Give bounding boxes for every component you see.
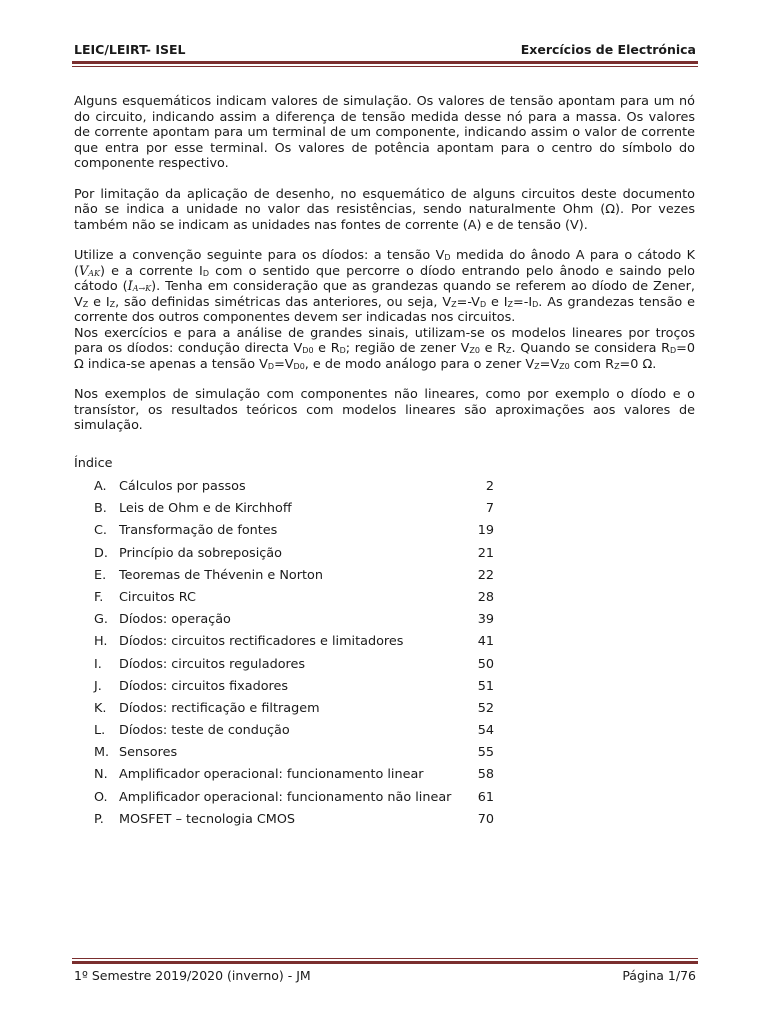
footer-semester: 1º Semestre 2019/2020 (inverno) - JM	[74, 968, 311, 983]
toc-entry-letter: K.	[94, 700, 107, 716]
toc-entry-letter: L.	[94, 723, 106, 739]
paragraph-units: Por limitação da aplicação de desenho, no esquemático de alguns circuitos deste documento não se indica a unidade no valor das resistências, sendo naturalmente Ohm (Ω). Por vezes também não se indicam as unidades nas fontes de corrente (A) e de tensão (V).	[74, 186, 695, 233]
toc-entry[interactable]	[94, 568, 494, 590]
toc-entry-page: 7	[485, 501, 494, 517]
toc-entry-label: Díodos: rectificação e filtragem	[119, 700, 320, 716]
footer-rule-thick	[72, 961, 698, 964]
toc-entry[interactable]	[94, 634, 494, 656]
paragraph-simulation-nonlinear: Nos exemplos de simulação com componentes não lineares, como por exemplo o díodo e o transístor, os resultados teóricos com modelos lineares são aproximações aos valores de simulação.	[74, 387, 695, 433]
footer-rule-thin	[72, 958, 698, 959]
toc-entry[interactable]	[94, 679, 494, 701]
toc-entry-page: 21	[477, 545, 494, 561]
toc-entry[interactable]	[94, 479, 494, 501]
toc-entry-label: Díodos: circuitos rectificadores e limitadores	[119, 634, 404, 650]
toc-entry-page: 52	[477, 700, 494, 716]
toc-entry-label: Teoremas de Thévenin e Norton	[119, 567, 323, 583]
toc-entry[interactable]	[94, 723, 494, 745]
toc-entry-label: Díodos: operação	[119, 612, 231, 628]
toc-entry-page: 41	[477, 634, 494, 650]
toc-entry-label: Díodos: circuitos reguladores	[119, 656, 306, 672]
toc-entry-label: MOSFET – tecnologia CMOS	[119, 811, 296, 827]
toc-entry[interactable]	[94, 812, 494, 834]
toc-entry-letter: B.	[94, 501, 107, 517]
toc-entry-page: 19	[477, 523, 494, 539]
toc-entry-letter: I.	[94, 656, 102, 672]
toc-entry-page: 61	[477, 789, 494, 805]
header-rule-thin	[72, 66, 698, 67]
toc-entry[interactable]	[94, 612, 494, 634]
toc-entry-letter: C.	[94, 523, 108, 539]
toc-entry-page: 54	[477, 723, 494, 739]
toc-entry[interactable]	[94, 546, 494, 568]
symbol-vak: $V_{AK}$	[79, 263, 101, 279]
toc-entry-page: 2	[485, 479, 494, 494]
header-rule-thick	[72, 61, 698, 64]
index-title: Índice	[74, 456, 113, 471]
toc-entry-letter: J.	[94, 678, 102, 694]
intro-text	[74, 94, 695, 449]
toc-entry-page: 58	[477, 767, 494, 783]
toc-entry-label: Transformação de fontes	[119, 523, 278, 539]
toc-entry-page: 55	[477, 745, 494, 761]
toc-entry-page: 50	[477, 656, 494, 672]
toc-entry-letter: D.	[94, 545, 108, 561]
toc-entry[interactable]	[94, 745, 494, 767]
toc-entry-label: Cálculos por passos	[119, 479, 246, 494]
toc-entry-label: Circuitos RC	[119, 589, 196, 605]
toc-entry-page: 39	[477, 612, 494, 628]
toc-entry-label: Amplificador operacional: funcionamento linear	[119, 767, 424, 783]
toc-entry-page: 22	[477, 567, 494, 583]
toc-entry-letter: A.	[94, 479, 107, 494]
header-course: LEIC/LEIRT- ISEL	[74, 42, 186, 57]
toc-entry[interactable]	[94, 657, 494, 679]
toc-entry-label: Amplificador operacional: funcionamento não linear	[119, 789, 452, 805]
toc-entry-letter: G.	[94, 612, 108, 628]
toc-entry-page: 70	[477, 811, 494, 827]
toc-entry[interactable]	[94, 767, 494, 789]
paragraph-linear-models: Nos exercícios e para a análise de grandes sinais, utilizam-se os modelos lineares por troços para os díodos: condução directa $V_{D0}$ e $R_D$; região de zener $V_{Z0}$ e $R_Z$. Quando se considera $R_D=0$ Ω indica-se apenas a tensão $V_D=V_{D0}$, e de modo análogo para o zener $V_Z=V_{Z0}$ com $R_Z=0$ Ω.	[74, 325, 696, 372]
toc-entry-label: Princípio da sobreposição	[119, 545, 282, 561]
paragraph-diode-convention: Utilize a convenção seguinte para os díodos: a tensão $V_D$ medida do ânodo A para o cátodo K $(V_{AK})$ e a corrente $I_D$ com o sentido que percorre o díodo entrando pelo ânodo e saindo pelo cátodo $(I_{A\to K})$. Tenha em consideração que as grandezas quando se referem ao díodo de Zener, $V_Z$ e $I_Z$, são definidas simétricas das anteriores, ou seja, $V_Z=-V_D$ e $I_Z=-I_D$. As grandezas tensão e corrente dos outros componentes devem ser indicadas nos circuitos.	[74, 248, 695, 325]
toc-entry-letter: N.	[94, 767, 108, 783]
toc-entry-label: Díodos: teste de condução	[119, 723, 290, 739]
page-header	[74, 42, 696, 60]
table-of-contents	[94, 479, 494, 834]
toc-entry[interactable]	[94, 501, 494, 523]
toc-entry-page: 28	[477, 589, 494, 605]
toc-entry-label: Sensores	[119, 745, 178, 761]
toc-entry-letter: E.	[94, 567, 107, 583]
toc-entry-page: 51	[477, 678, 494, 694]
toc-entry[interactable]	[94, 590, 494, 612]
toc-entry-label: Díodos: circuitos fixadores	[119, 678, 289, 694]
toc-entry-letter: M.	[94, 745, 110, 761]
toc-entry-label: Leis de Ohm e de Kirchhoff	[119, 501, 292, 517]
toc-entry[interactable]	[94, 790, 494, 812]
toc-entry-letter: H.	[94, 634, 108, 650]
toc-entry[interactable]	[94, 523, 494, 545]
paragraph-simulation-values: Alguns esquemáticos indicam valores de simulação. Os valores de tensão apontam para um nó do circuito, indicando assim a diferença de tensão medida desse nó para a massa. Os valores de corrente apontam para um terminal de um componente, indicando assim o valor de corrente que entra por esse terminal. Os valores de potência apontam para o centro do símbolo do componente respectivo.	[74, 94, 695, 171]
footer-page-number: Página 1/76	[622, 968, 696, 983]
header-document-title: Exercícios de Electrónica	[520, 42, 696, 57]
toc-entry-letter: P.	[94, 811, 104, 827]
toc-entry-letter: O.	[94, 789, 108, 805]
symbol-iak: $I_{A\to K}$	[127, 279, 152, 294]
toc-entry[interactable]	[94, 701, 494, 723]
toc-entry-letter: F.	[94, 589, 104, 605]
